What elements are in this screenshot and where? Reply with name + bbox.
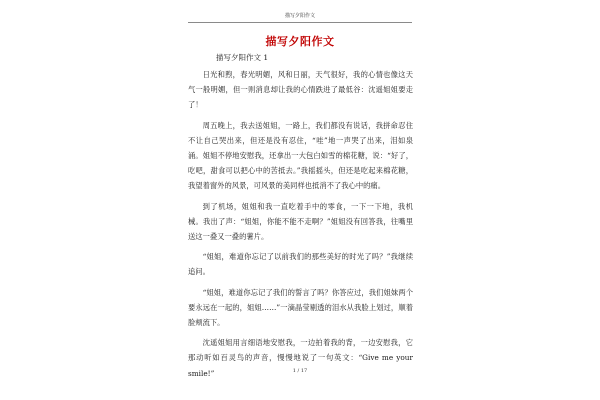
paragraph: “姐姐，难道你忘记了以前我们的那些美好的时光了吗？”我继续追问。	[188, 252, 413, 277]
paragraph: 到了机场，姐姐和我一直吃着手中的零食，一下一下地，我机械。我出了声：“姐姐，你能不能不走啊？”姐姐没有回答我，往嘴里送这一叠又一叠的薯片。	[188, 201, 413, 242]
document-title: 描写夕阳作文	[265, 35, 335, 48]
paragraph: 沈遥姐姐用言细语地安慰我，一边拍着我的背，一边安慰我，它那动听如百灵鸟的声音，慢慢地说了一句英文：“Give me your smile!”	[188, 338, 413, 378]
paragraph: “姐姐，难道你忘记了我们的誓言了吗？你答应过，我们姐妹两个要永远在一起的，姐姐……”一滴晶莹剔透的泪水从我脸上划过，顺着脸颊流下。	[188, 287, 413, 328]
paragraph: 周五晚上，我去送姐姐，一路上，我们都没有说话，我拼命忍住不让自己哭出来，但还是没有忍住，“哇”地一声哭了出来，泪如泉涌。姐姐不停地安慰我，还拿出一大包白如雪的棉花糖，说：“好了，吃吧，甜食可以把心中的苦抵去。”我摇摇头，但还是吃起来棉花糖，我望着窗外的风景，可风景的美同样也抵消不了我心中的痛。	[188, 120, 413, 191]
document-body	[188, 67, 413, 386]
paragraph: 日光和煦，春光明媚，风和日丽，天气很好，我的心情也像这天气一般明媚，但一则消息却让我的心情跌进了最低谷：沈遥姐姐要走了！	[188, 70, 413, 110]
header-divider	[188, 22, 412, 23]
page-number: 1 / 17	[292, 368, 308, 374]
section-heading: 描写夕阳作文 1	[216, 53, 269, 62]
page-header: 描写夕阳作文	[284, 13, 315, 19]
